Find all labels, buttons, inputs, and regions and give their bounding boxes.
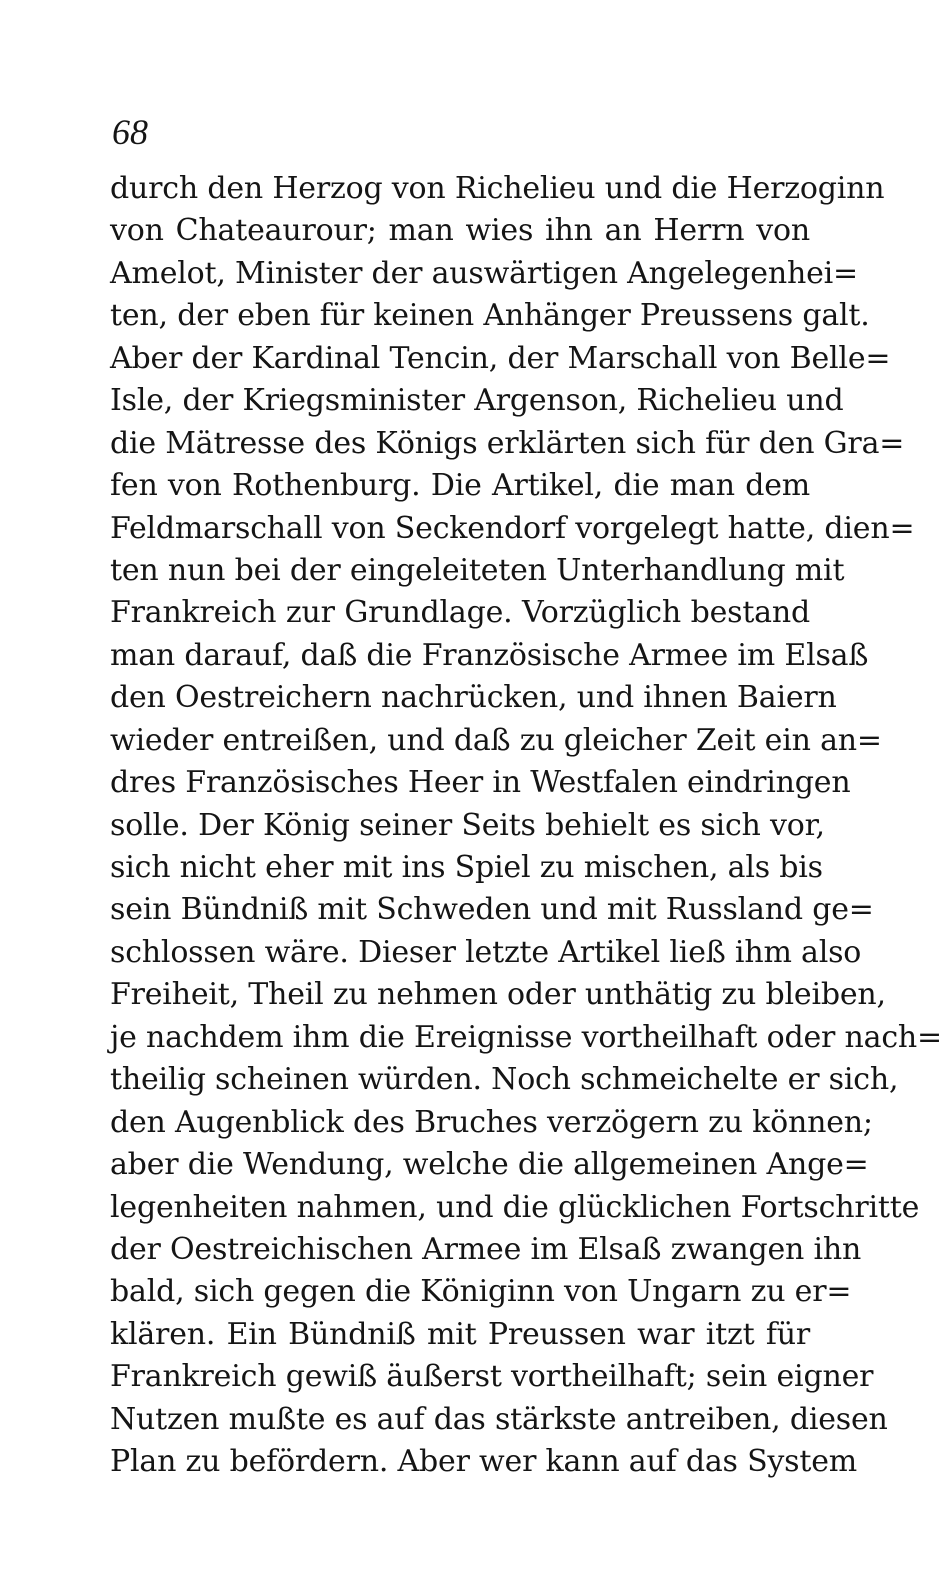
text-line: klären. Ein Bündniß mit Preussen war itzt für [110, 1316, 810, 1352]
text-line: Aber der Kardinal Tencin, der Marschall von Belle= [110, 340, 891, 376]
text-line: den Oestreichern nachrücken, und ihnen Baiern [110, 680, 837, 716]
text-line: schlossen wäre. Dieser letzte Artikel ließ ihm also [110, 934, 862, 970]
text-line: legenheiten nahmen, und die glücklichen Fortschritte [110, 1189, 920, 1225]
text-line: ten, der eben für keinen Anhänger Preussens galt. [110, 298, 870, 334]
text-line: Frankreich zur Grundlage. Vorzüglich bestand [110, 595, 810, 631]
text-line: sich nicht eher mit ins Spiel zu mischen, als bis [110, 850, 823, 885]
text-line: Plan zu befördern. Aber wer kann auf das System [110, 1444, 858, 1480]
text-line: wieder entreißen, und daß zu gleicher Zeit ein an= [110, 722, 882, 758]
text-line: den Augenblick des Bruches verzögern zu können; [110, 1104, 873, 1140]
text-line: die Mätresse des Königs erklärten sich für den Gra= [110, 425, 905, 461]
text-line: ten nun bei der eingeleiteten Unterhandlung mit [110, 552, 845, 588]
body-text [110, 168, 942, 1484]
text-line: man darauf, daß die Französische Armee im Elsaß [110, 637, 869, 673]
text-line: aber die Wendung, welche die allgemeinen Ange= [110, 1147, 869, 1183]
text-line: bald, sich gegen die Königinn von Ungarn zu er= [110, 1274, 852, 1310]
text-line: solle. Der König seiner Seits behielt es sich vor, [110, 807, 825, 843]
text-line: Freiheit, Theil zu nehmen oder unthätig zu bleiben, [110, 977, 886, 1013]
page-number: 68 [112, 112, 148, 152]
text-line: sein Bündniß mit Schweden und mit Russland ge= [110, 892, 874, 928]
text-line: fen von Rothenburg. Die Artikel, die man dem [110, 468, 810, 504]
text-line: theilig scheinen würden. Noch schmeichelte er sich, [110, 1062, 899, 1098]
text-line: dres Französisches Heer in Westfalen eindringen [110, 765, 851, 801]
text-line: der Oestreichischen Armee im Elsaß zwangen ihn [110, 1231, 862, 1267]
text-line: Frankreich gewiß äußerst vortheilhaft; sein eigner [110, 1359, 874, 1395]
text-line: Feldmarschall von Seckendorf vorgelegt hatte, dien= [110, 510, 915, 546]
text-line: Amelot, Minister der auswärtigen Angelegenhei= [110, 255, 858, 291]
text-line: je nachdem ihm die Ereignisse vortheilhaft oder nach= [110, 1019, 942, 1055]
text-line: durch den Herzog von Richelieu und die Herzoginn [110, 171, 885, 206]
text-line: Isle, der Kriegsminister Argenson, Richelieu und [110, 383, 844, 419]
text-line: von Chateaurour; man wies ihn an Herrn von [110, 213, 810, 249]
text-line: Nutzen mußte es auf das stärkste antreiben, diesen [110, 1401, 888, 1437]
